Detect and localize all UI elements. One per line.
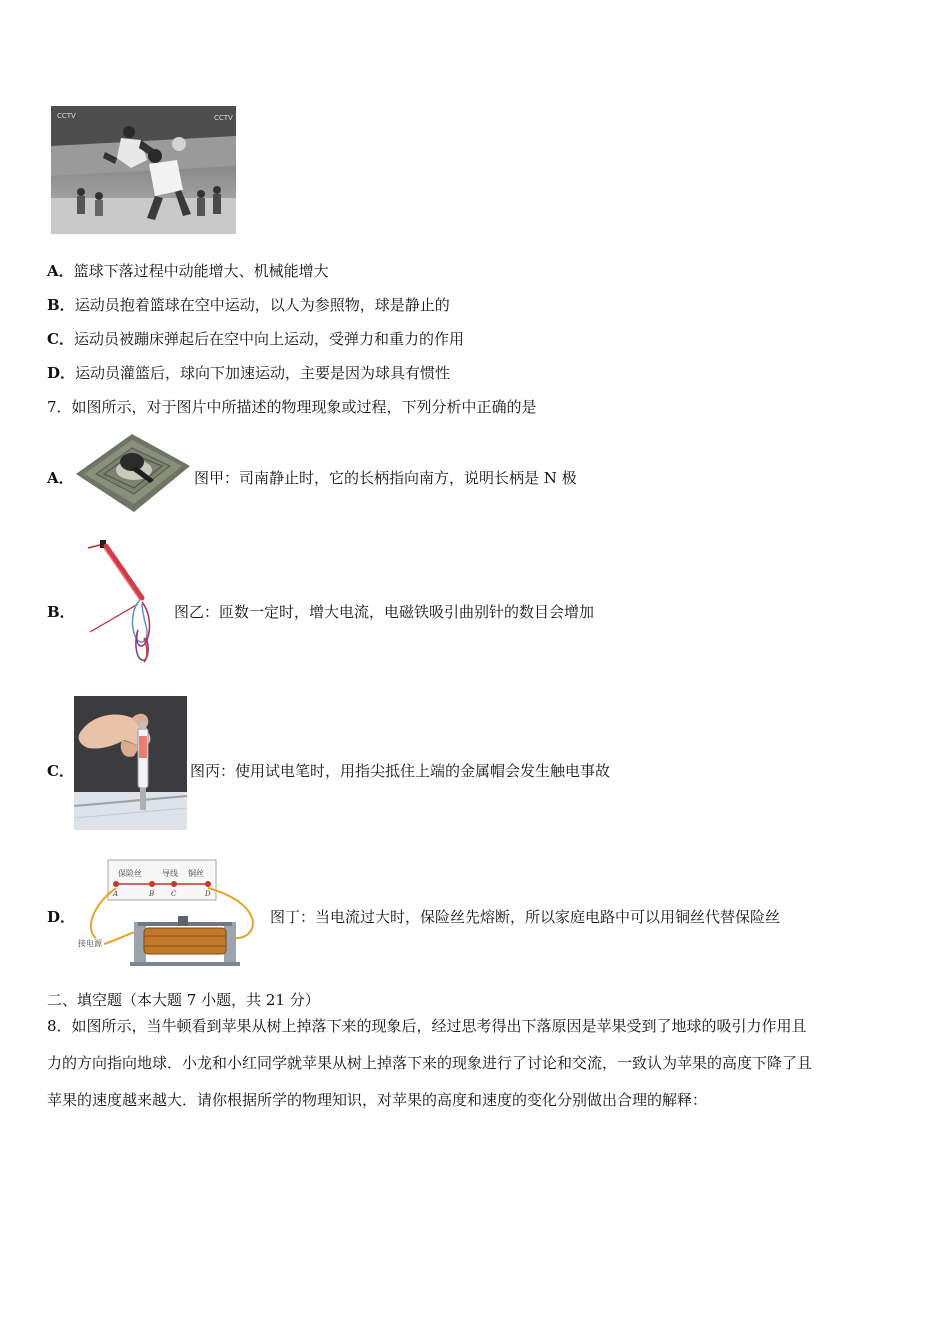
q7-option-d-letter: D．: [47, 908, 76, 926]
q6-option-d: D．运动员灌篮后，球向下加速运动，主要是因为球具有惯性: [47, 364, 451, 382]
q7-option-c-caption: 图丙：使用试电笔时，用指尖抵住上端的金属帽会发生触电事故: [190, 762, 611, 780]
power-label: 接电源: [78, 939, 102, 948]
option-text: 运动员灌篮后，球向下加速运动，主要是因为球具有惯性: [75, 364, 451, 382]
q7-option-a-letter: A．: [47, 469, 74, 487]
q7-option-a-caption: 图甲：司南静止时，它的长柄指向南方，说明长柄是 N 极: [194, 469, 577, 487]
point-b-label: B: [149, 890, 155, 898]
test-pen-image: [74, 696, 187, 830]
q7-option-b-letter: B．: [47, 603, 75, 621]
basketball-photo: [51, 106, 236, 234]
electromagnet-image: [86, 538, 166, 664]
q7-option-c-letter: C．: [47, 762, 74, 780]
q6-option-c: C．运动员被蹦床弹起后在空中向上运动，受弹力和重力的作用: [47, 330, 464, 348]
q7-option-d-caption: 图丁：当电流过大时，保险丝先熔断，所以家庭电路中可以用铜丝代替保险丝: [270, 908, 781, 926]
q6-option-a: A．篮球下落过程中动能增大、机械能增大: [47, 262, 329, 280]
wire-label: 导线: [162, 869, 178, 878]
option-text: 运动员被蹦床弹起后在空中向上运动，受弹力和重力的作用: [73, 330, 464, 348]
fuse-circuit-image: [74, 858, 268, 970]
point-c-label: C: [171, 890, 177, 898]
option-text: 篮球下落过程中动能增大、机械能增大: [73, 262, 329, 280]
sinan-compass-image: [74, 430, 192, 514]
q8-line-2: 力的方向指向地球．小龙和小红同学就苹果从树上掉落下来的现象进行了讨论和交流，一致认为苹果的高度下降了且: [47, 1054, 813, 1072]
q8-line-3: 苹果的速度越来越大．请你根据所学的物理知识，对苹果的高度和速度的变化分别做出合理的解释：: [47, 1091, 708, 1109]
photo-watermark: CCTV: [57, 112, 76, 120]
point-d-label: D: [205, 890, 211, 898]
point-a-label: A: [113, 890, 119, 898]
q7-stem: 7．如图所示，对于图片中所描述的物理现象或过程，下列分析中正确的是: [47, 398, 537, 416]
q6-option-b: B．运动员抱着篮球在空中运动，以人为参照物，球是静止的: [47, 296, 450, 314]
q8-line-1: 8．如图所示，当牛顿看到苹果从树上掉落下来的现象后，经过思考得出下落原因是苹果受到了地球的吸引力作用且: [47, 1017, 807, 1035]
fuse-label: 保险丝: [118, 869, 142, 878]
section-heading: 二、填空题（本大题 7 小题，共 21 分）: [47, 991, 320, 1009]
option-text: 运动员抱着篮球在空中运动，以人为参照物，球是静止的: [74, 296, 450, 314]
copper-label: 铜丝: [188, 869, 204, 878]
photo-watermark-right: CCTV: [214, 114, 233, 122]
q7-option-b-caption: 图乙：匝数一定时，增大电流，电磁铁吸引曲别针的数目会增加: [174, 603, 595, 621]
